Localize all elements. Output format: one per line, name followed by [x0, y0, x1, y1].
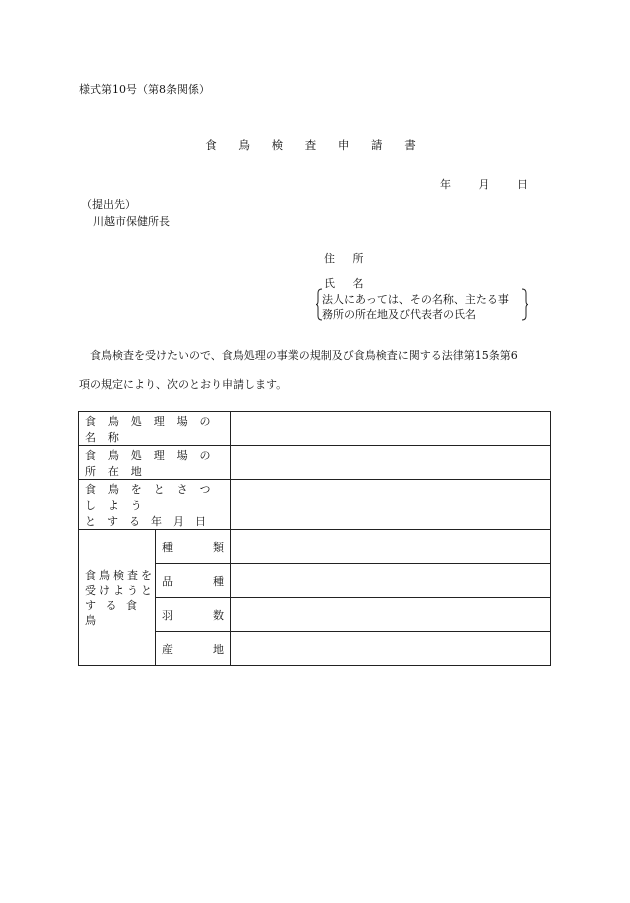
address-label: 住 所: [324, 252, 371, 265]
species-label-left: 種: [162, 540, 173, 554]
facility-name-field[interactable]: [231, 412, 551, 446]
slaughter-date-label-line2: と す る 年 月 日: [85, 514, 206, 528]
slaughter-date-label-line1: 食 鳥 を と さ つ し よ う: [85, 482, 215, 512]
recipient-label: （提出先）: [81, 198, 136, 211]
date-day: 日: [517, 178, 528, 191]
name-label: 氏 名: [324, 277, 371, 290]
table-row: [79, 480, 551, 530]
applicant-note-line2: 務所の所在地及び代表者の氏名: [322, 308, 476, 321]
poultry-group-label-line3: す る 食 鳥: [85, 598, 140, 627]
poultry-group-label: [79, 530, 156, 666]
breed-label-left: 品: [162, 574, 173, 588]
count-label-left: 羽: [162, 608, 173, 622]
form-number: 様式第10号（第8条関係）: [79, 83, 210, 96]
origin-label: [156, 632, 231, 666]
origin-label-left: 産: [162, 642, 173, 656]
table-row: [79, 412, 551, 446]
facility-address-label: 食 鳥 処 理 場 の 所 在 地: [79, 446, 231, 480]
table-row: [79, 446, 551, 480]
table-row: [79, 530, 551, 564]
slaughter-date-field[interactable]: [231, 480, 551, 530]
recipient-name: 川越市保健所長: [93, 215, 170, 228]
species-label: [156, 530, 231, 564]
body-text-line1: 食鳥検査を受けたいので、食鳥処理の事業の規制及び食鳥検査に関する法律第15条第6: [90, 349, 518, 362]
date-year: 年: [440, 178, 451, 191]
facility-name-label: 食 鳥 処 理 場 の 名 称: [79, 412, 231, 446]
date-line: [440, 176, 552, 192]
count-label-right: 数: [213, 608, 225, 622]
slaughter-date-label: [79, 480, 231, 530]
poultry-group-label-line2: 受けようと: [85, 583, 155, 597]
species-label-right: 類: [213, 540, 225, 554]
application-table: [78, 411, 551, 666]
count-label: [156, 598, 231, 632]
breed-label: [156, 564, 231, 598]
applicant-note-line1: 法人にあっては、その名称、主たる事: [322, 293, 509, 306]
body-text-line2: 項の規定により、次のとおり申請します。: [79, 378, 288, 391]
count-field[interactable]: [231, 598, 551, 632]
species-field[interactable]: [231, 530, 551, 564]
date-month: 月: [478, 178, 490, 191]
facility-address-field[interactable]: [231, 446, 551, 480]
document-title: 食 鳥 検 査 申 請 書: [205, 138, 425, 152]
breed-field[interactable]: [231, 564, 551, 598]
poultry-group-label-line1: 食鳥検査を: [85, 568, 155, 582]
breed-label-right: 種: [213, 574, 225, 588]
origin-label-right: 地: [213, 642, 225, 656]
origin-field[interactable]: [231, 632, 551, 666]
